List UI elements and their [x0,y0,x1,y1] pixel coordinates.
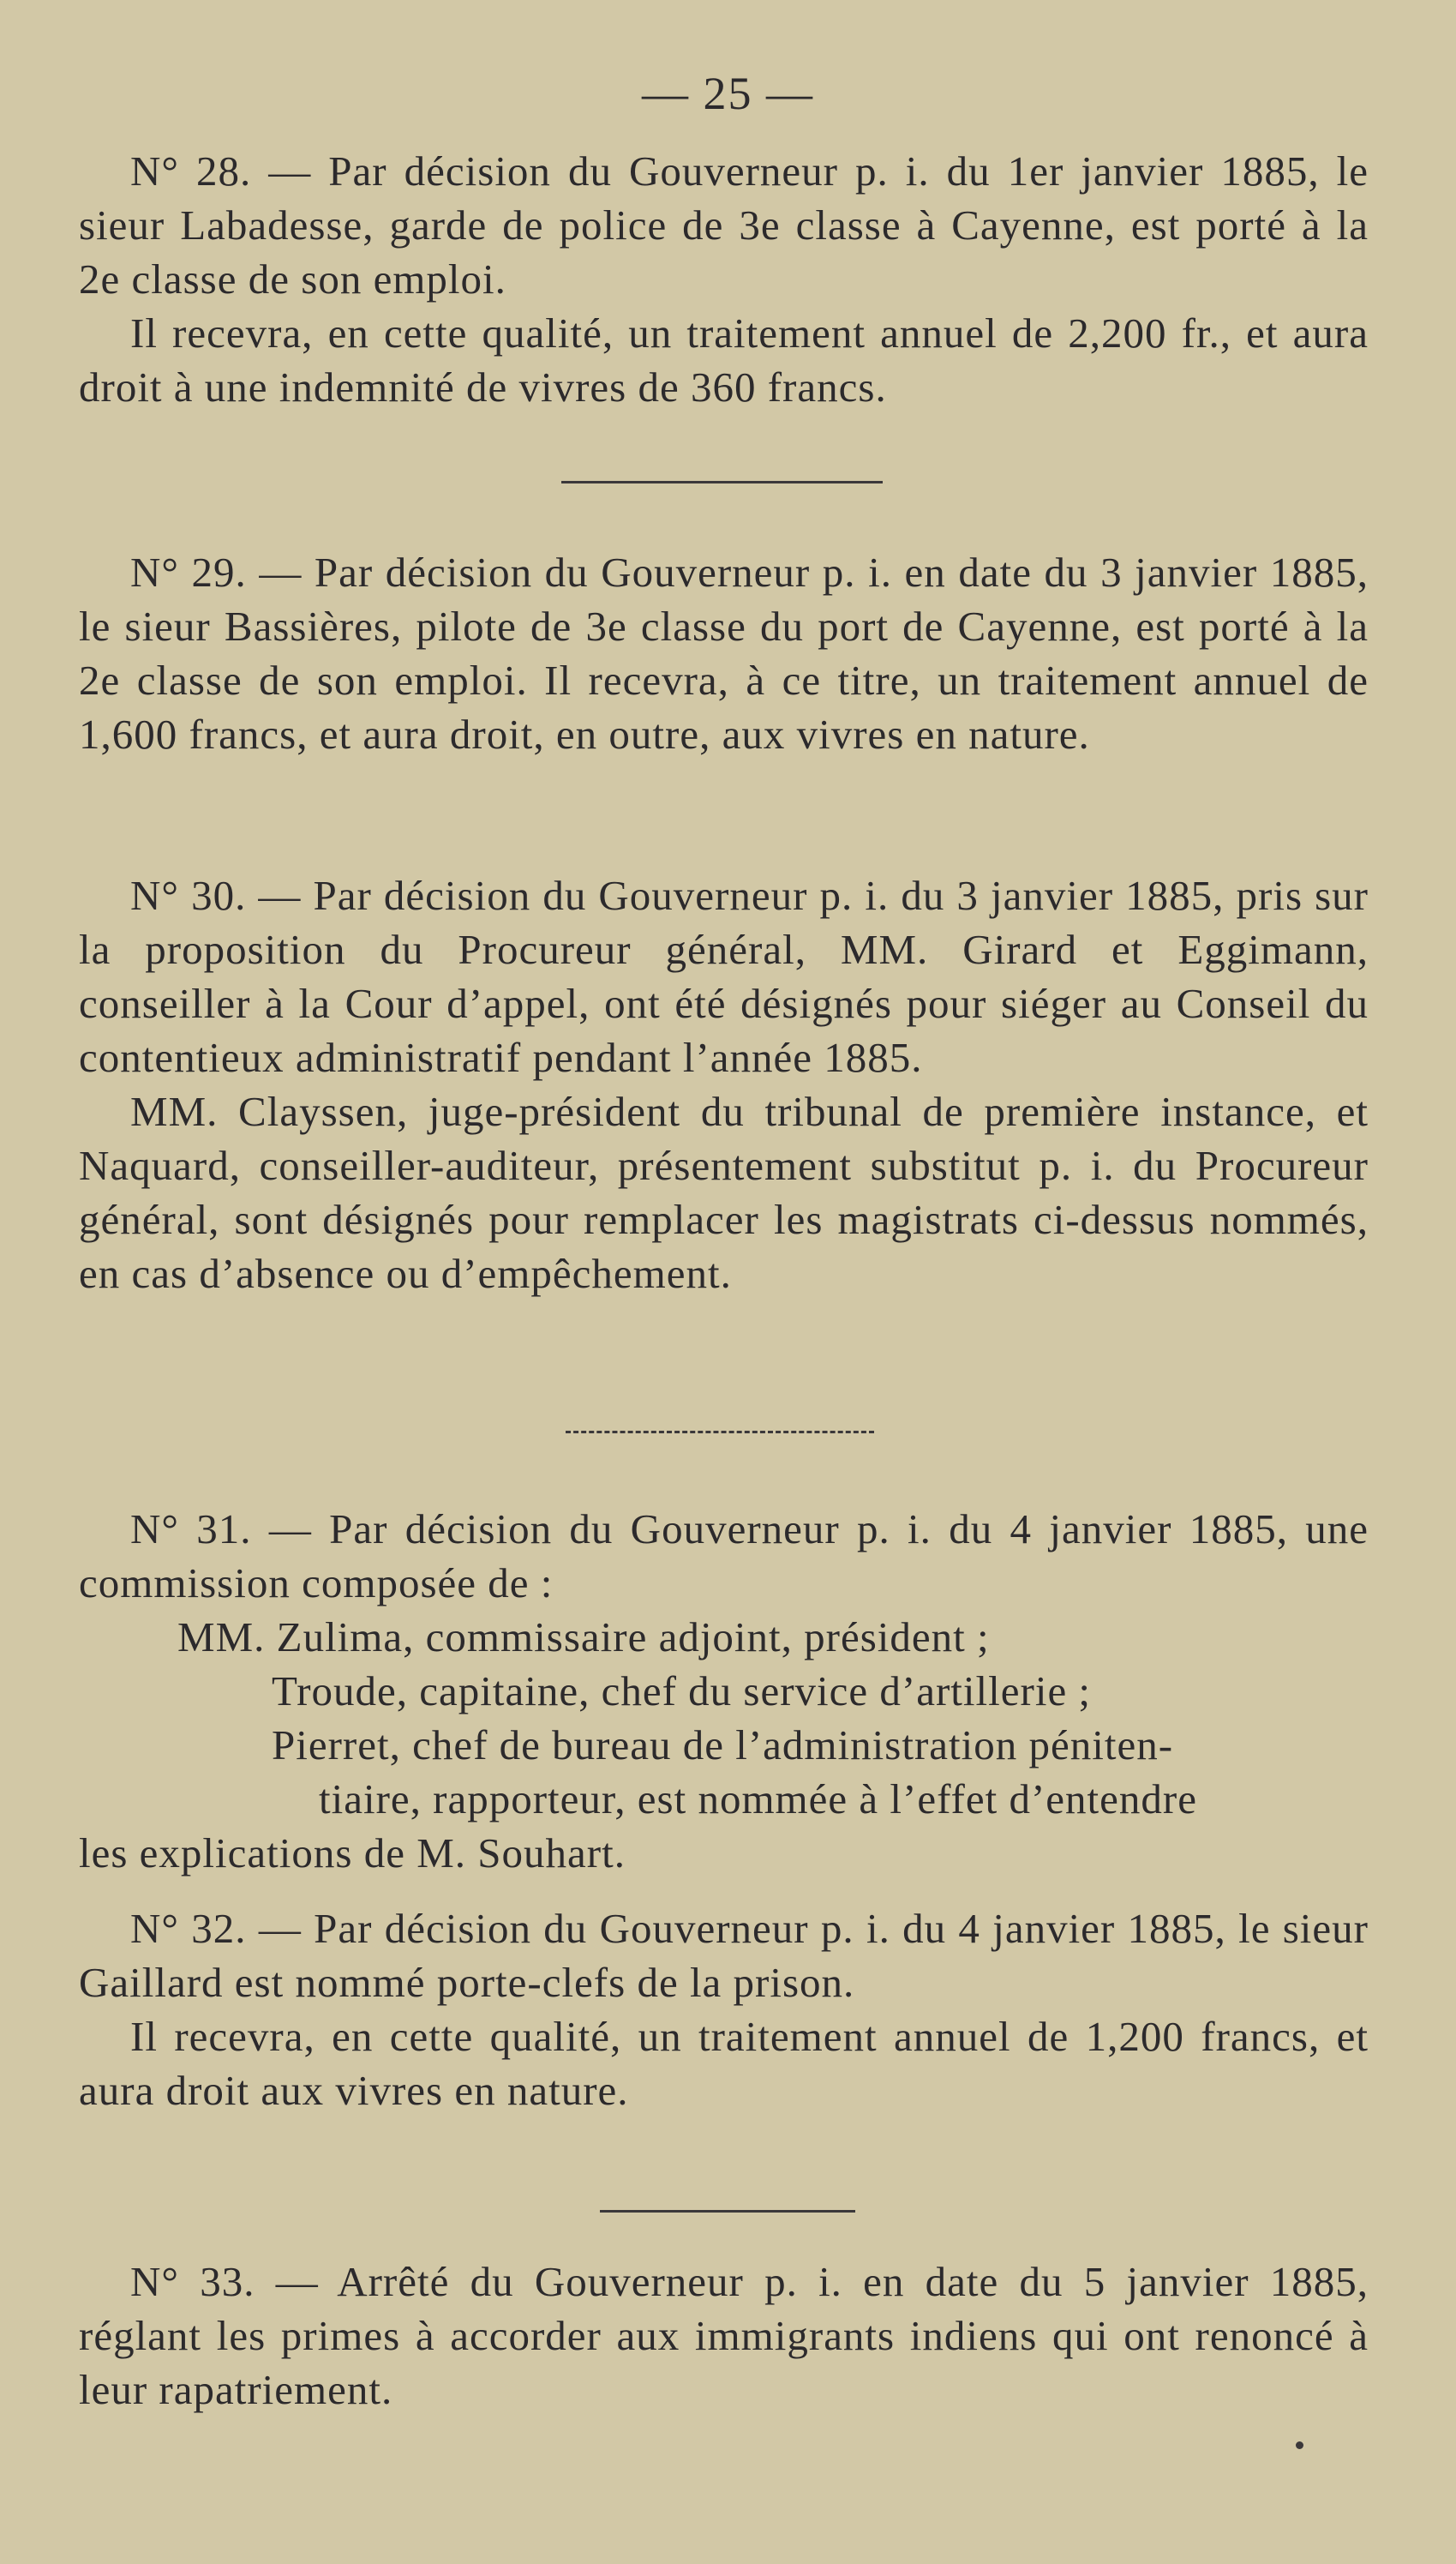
commission-member-continuation: tiaire, rapporteur, est nommée à l’effet d’entendre [319,1775,1197,1822]
entry-32-paragraph-1: N° 32. — Par décision du Gouverneur p. i. du 4 janvier 1885, le sieur Gaillard est nommé porte-clefs de la prison. [79,1905,1369,2006]
entry-32 [79,1901,1369,2117]
entry-33 [79,2255,1369,2417]
entry-30 [79,868,1369,1300]
entry-32-paragraph-2: Il recevra, en cette qualité, un traitement annuel de 1,200 francs, et aura droit aux vivres en nature. [79,2013,1369,2114]
entry-33-paragraph-1: N° 33. — Arrêté du Gouverneur p. i. en date du 5 janvier 1885, réglant les primes à accorder aux immigrants indiens qui ont renoncé à leur rapatriement. [79,2258,1369,2413]
commission-member: MM. Zulima, commissaire adjoint, président ; [177,1613,990,1660]
entry-31 [79,1502,1369,1880]
entry-30-paragraph-1: N° 30. — Par décision du Gouverneur p. i. du 3 janvier 1885, pris sur la proposition du Procureur général, MM. Girard et Eggimann, conseiller à la Cour d’appel, ont été désignés pour siéger au Conseil du contentieux administratif pendant l’année 1885. [79,872,1369,1081]
entry-29 [79,545,1369,761]
ink-speck [1296,2441,1303,2449]
entry-31-intro: N° 31. — Par décision du Gouverneur p. i. du 4 janvier 1885, une commission composée de : [79,1505,1369,1606]
entry-28 [79,144,1369,414]
entry-29-paragraph-1: N° 29. — Par décision du Gouverneur p. i. en date du 3 janvier 1885, le sieur Bassières, pilote de 3e classe du port de Cayenne, est porté à la 2e classe de son emploi. Il recevra, à ce titre, un traitement annuel de 1,600 francs, et aura droit, en outre, aux vivres en nature. [79,549,1369,758]
entry-28-paragraph-1: N° 28. — Par décision du Gouverneur p. i. du 1er janvier 1885, le sieur Labadesse, garde de police de 3e classe à Cayenne, est porté à la 2e classe de son emploi. [79,147,1369,303]
page-number: — 25 — [642,68,814,119]
entry-31-closing: les explications de M. Souhart. [79,1829,626,1876]
entry-30-paragraph-2: MM. Clayssen, juge-président du tribunal de première instance, et Naquard, conseiller-auditeur, présentement substitut p. i. du Procureur général, sont désignés pour remplacer les magistrats ci-dessus nommés, en cas d’absence ou d’empêchement. [79,1088,1369,1297]
section-divider [566,1431,874,1433]
commission-member: Troude, capitaine, chef du service d’artillerie ; [272,1667,1092,1714]
entry-28-paragraph-2: Il recevra, en cette qualité, un traitement annuel de 2,200 fr., et aura droit à une indemnité de vivres de 360 francs. [79,309,1369,411]
commission-member: Pierret, chef de bureau de l’administration péniten- [272,1721,1174,1768]
section-divider [600,2210,855,2213]
section-divider [561,481,883,483]
